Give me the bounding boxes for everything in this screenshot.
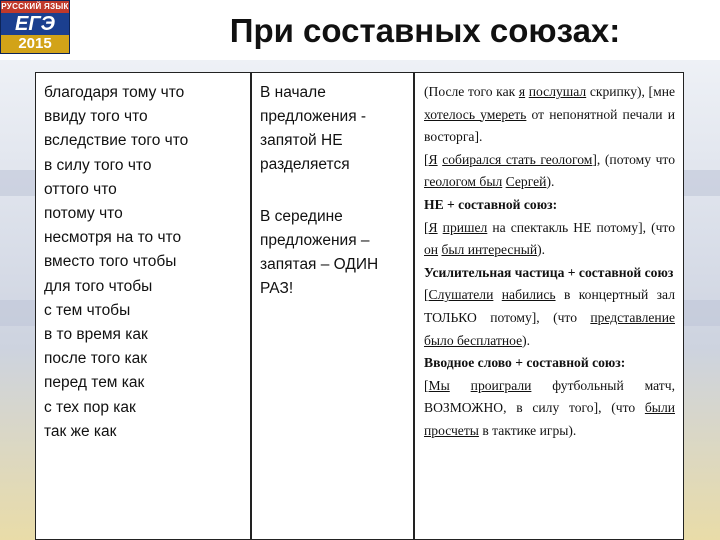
note-parenthetical-conjunction: Вводное слово + составной союз: bbox=[424, 355, 626, 371]
predicate: послушал bbox=[528, 84, 587, 99]
note-particle-conjunction: Усилительная частица + составной союз bbox=[424, 264, 674, 280]
note-not-conjunction: НЕ + составной союз: bbox=[424, 196, 558, 212]
subject: Мы bbox=[428, 377, 450, 393]
conjunction-list bbox=[36, 73, 250, 444]
rule-sentence-start: В начале предложения - запятой НЕ разделяется bbox=[260, 84, 367, 173]
rules-panel bbox=[251, 72, 414, 540]
subject: я bbox=[518, 84, 526, 99]
example-3: [Я пришел на спектакль НЕ потому], (что он был интересный). bbox=[424, 219, 675, 258]
predicate: набились bbox=[501, 287, 556, 303]
example-5: [Мы проиграли футбольный матч, ВОЗМОЖНО, в силу того], (что были просчеты в тактике игры). bbox=[424, 377, 675, 438]
list-item: так же как bbox=[44, 422, 117, 440]
example-4: [Слушатели набились в концертный зал ТОЛЬКО потому], (что представление было бесплатное). bbox=[424, 287, 675, 348]
subject: Я bbox=[428, 151, 438, 167]
example-1: (После того как я послушал скрипку), [мне хотелось умереть от непонятной печали и восторга]. bbox=[424, 84, 675, 145]
predicate: собирался стать геологом bbox=[442, 151, 593, 167]
ege-logo bbox=[0, 0, 70, 54]
list-item: в то время как bbox=[44, 326, 148, 344]
predicate: проиграли bbox=[470, 377, 532, 393]
predicate: был интересный bbox=[441, 242, 538, 258]
list-item: вследствие того что bbox=[44, 132, 189, 150]
subject: Сергей bbox=[505, 174, 547, 190]
subject: представление bbox=[590, 309, 675, 325]
rule-sentence-middle: В середине предложения – запятая – ОДИН РАЗ! bbox=[260, 208, 379, 297]
conjunction-list-panel bbox=[35, 72, 251, 540]
list-item: с тех пор как bbox=[44, 398, 136, 416]
list-item: потому что bbox=[44, 205, 123, 223]
predicate: хотелось умереть bbox=[424, 106, 527, 122]
list-item: после того как bbox=[44, 350, 148, 368]
list-item: с тем чтобы bbox=[44, 301, 131, 319]
predicate: было бесплатное bbox=[424, 332, 523, 348]
list-item: ввиду того что bbox=[44, 108, 148, 126]
logo-ege: ЕГЭ bbox=[15, 13, 55, 35]
subject: он bbox=[424, 242, 439, 258]
list-item: для того чтобы bbox=[44, 277, 153, 295]
list-item: вместо того чтобы bbox=[44, 253, 177, 271]
page-title: При составных союзах: bbox=[229, 12, 621, 49]
list-item: в силу того что bbox=[44, 156, 152, 174]
predicate: геологом был bbox=[424, 174, 503, 190]
predicate: пришел bbox=[442, 219, 488, 235]
list-item: перед тем как bbox=[44, 374, 145, 392]
list-item: оттого что bbox=[44, 180, 117, 198]
logo-subject: РУССКИЙ ЯЗЫК bbox=[1, 2, 69, 11]
list-item: несмотря на то что bbox=[44, 229, 182, 247]
predicate: были просчеты bbox=[424, 400, 675, 438]
examples-panel bbox=[414, 72, 684, 540]
list-item: благодаря тому что bbox=[44, 84, 185, 101]
logo-year: 2015 bbox=[1, 35, 69, 53]
subject: Я bbox=[428, 219, 438, 235]
subject: Слушатели bbox=[428, 287, 494, 303]
example-2: [Я собирался стать геологом], (потому что геологом был Сергей). bbox=[424, 151, 675, 190]
